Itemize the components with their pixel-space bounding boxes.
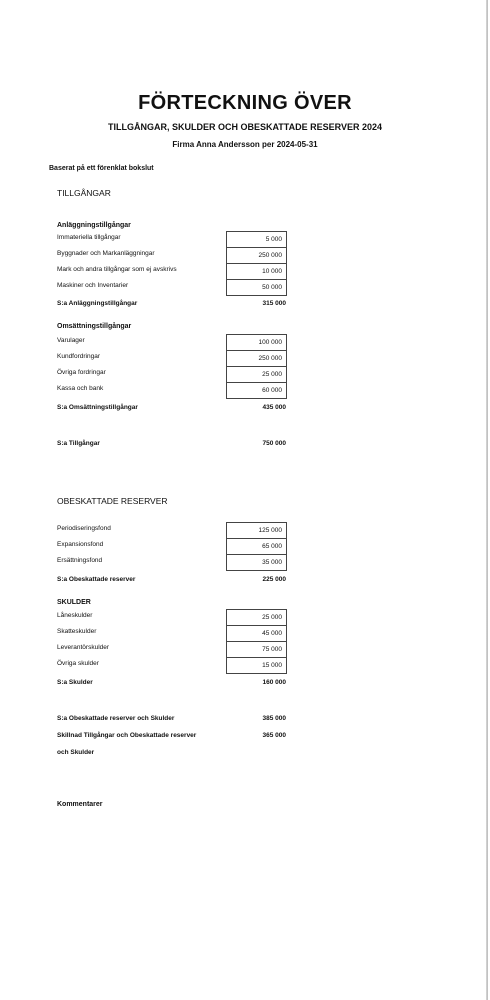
row-value: 75 000 <box>262 646 282 653</box>
row-label: Låneskulder <box>57 612 93 619</box>
total-label: Skillnad Tillgångar och Obeskattade reserver <box>57 732 197 739</box>
value-cell <box>226 609 287 625</box>
value-cell <box>226 350 287 366</box>
row-label: Periodiseringsfond <box>57 525 111 532</box>
table-row <box>57 522 289 538</box>
total-value: 385 000 <box>262 715 286 722</box>
total-value: 435 000 <box>262 404 286 411</box>
row-value: 65 000 <box>262 543 282 550</box>
row-label: Kassa och bank <box>57 385 104 392</box>
table-row <box>57 263 289 279</box>
current-assets-heading: Omsättningstillgångar <box>57 323 132 330</box>
total-label: S:a Obeskattade reserver och Skulder <box>57 715 175 722</box>
row-value: 250 000 <box>258 252 282 259</box>
row-value: 15 000 <box>262 662 282 669</box>
row-value: 45 000 <box>262 630 282 637</box>
table-row <box>57 554 289 570</box>
row-label: Immateriella tillgångar <box>57 234 121 241</box>
total-label: och Skulder <box>57 749 95 756</box>
row-label: Övriga skulder <box>57 660 99 667</box>
total-value: 315 000 <box>262 300 286 307</box>
reserves-total <box>57 576 289 588</box>
difference-label-continuation <box>57 749 289 761</box>
fixed-assets-heading: Anläggningstillgångar <box>57 222 131 229</box>
value-cell <box>226 231 287 247</box>
table-row <box>57 334 289 350</box>
table-row <box>57 641 289 657</box>
table-row <box>57 657 289 673</box>
value-cell <box>226 334 287 350</box>
value-cell <box>226 382 287 399</box>
row-label: Kundfordringar <box>57 353 100 360</box>
row-label: Skatteskulder <box>57 628 97 635</box>
table-row <box>57 279 289 295</box>
document-title: FÖRTECKNING ÖVER <box>138 92 352 114</box>
table-row <box>57 609 289 625</box>
debts-heading: SKULDER <box>57 599 91 606</box>
basis-note: Baserat på ett förenklat bokslut <box>49 165 154 172</box>
table-row <box>57 366 289 382</box>
table-row <box>57 382 289 398</box>
row-value: 100 000 <box>258 339 282 346</box>
fixed-assets-total <box>57 300 289 312</box>
value-cell <box>226 247 287 263</box>
table-row <box>57 247 289 263</box>
table-row <box>57 538 289 554</box>
row-value: 35 000 <box>262 559 282 566</box>
row-label: Ersättningsfond <box>57 557 103 564</box>
row-label: Varulager <box>57 337 85 344</box>
row-value: 60 000 <box>262 387 282 394</box>
row-label: Byggnader och Markanläggningar <box>57 250 155 257</box>
row-value: 25 000 <box>262 371 282 378</box>
total-value: 225 000 <box>262 576 286 583</box>
assets-total <box>57 440 289 452</box>
value-cell <box>226 279 287 296</box>
value-cell <box>226 366 287 382</box>
total-label: S:a Skulder <box>57 679 93 686</box>
total-value: 750 000 <box>262 440 286 447</box>
row-value: 125 000 <box>258 527 282 534</box>
value-cell <box>226 641 287 657</box>
row-value: 250 000 <box>258 355 282 362</box>
row-value: 10 000 <box>262 268 282 275</box>
company-line: Firma Anna Andersson per 2024-05-31 <box>172 140 318 149</box>
table-row <box>57 625 289 641</box>
reserves-heading: OBESKATTADE RESERVER <box>57 496 168 506</box>
difference-total <box>57 732 289 744</box>
table-row <box>57 350 289 366</box>
total-label: S:a Anläggningstillgångar <box>57 300 138 307</box>
reserves-and-debts-total <box>57 715 289 727</box>
total-label: S:a Obeskattade reserver <box>57 576 136 583</box>
total-value: 160 000 <box>262 679 286 686</box>
row-label: Maskiner och Inventarier <box>57 282 129 289</box>
total-label: S:a Tillgångar <box>57 440 100 447</box>
document-subtitle: TILLGÅNGAR, SKULDER OCH OBESKATTADE RESERVER 2024 <box>107 122 383 132</box>
total-value: 365 000 <box>262 732 286 739</box>
row-value: 50 000 <box>262 284 282 291</box>
row-label: Övriga fordringar <box>57 369 106 376</box>
value-cell <box>226 522 287 538</box>
row-value: 25 000 <box>262 614 282 621</box>
row-value: 5 000 <box>265 236 282 243</box>
total-label: S:a Omsättningstillgångar <box>57 404 138 411</box>
current-assets-total <box>57 404 289 416</box>
table-row <box>57 231 289 247</box>
page-edge <box>486 0 488 1000</box>
row-label: Leverantörskulder <box>57 644 110 651</box>
value-cell <box>226 657 287 674</box>
value-cell <box>226 554 287 571</box>
value-cell <box>226 538 287 554</box>
row-label: Mark och andra tillgångar som ej avskrivs <box>57 266 177 273</box>
row-label: Expansionsfond <box>57 541 104 548</box>
value-cell <box>226 263 287 279</box>
assets-heading: TILLGÅNGAR <box>57 188 111 198</box>
value-cell <box>226 625 287 641</box>
comments-label: Kommentarer <box>57 801 103 808</box>
debts-total <box>57 679 289 691</box>
